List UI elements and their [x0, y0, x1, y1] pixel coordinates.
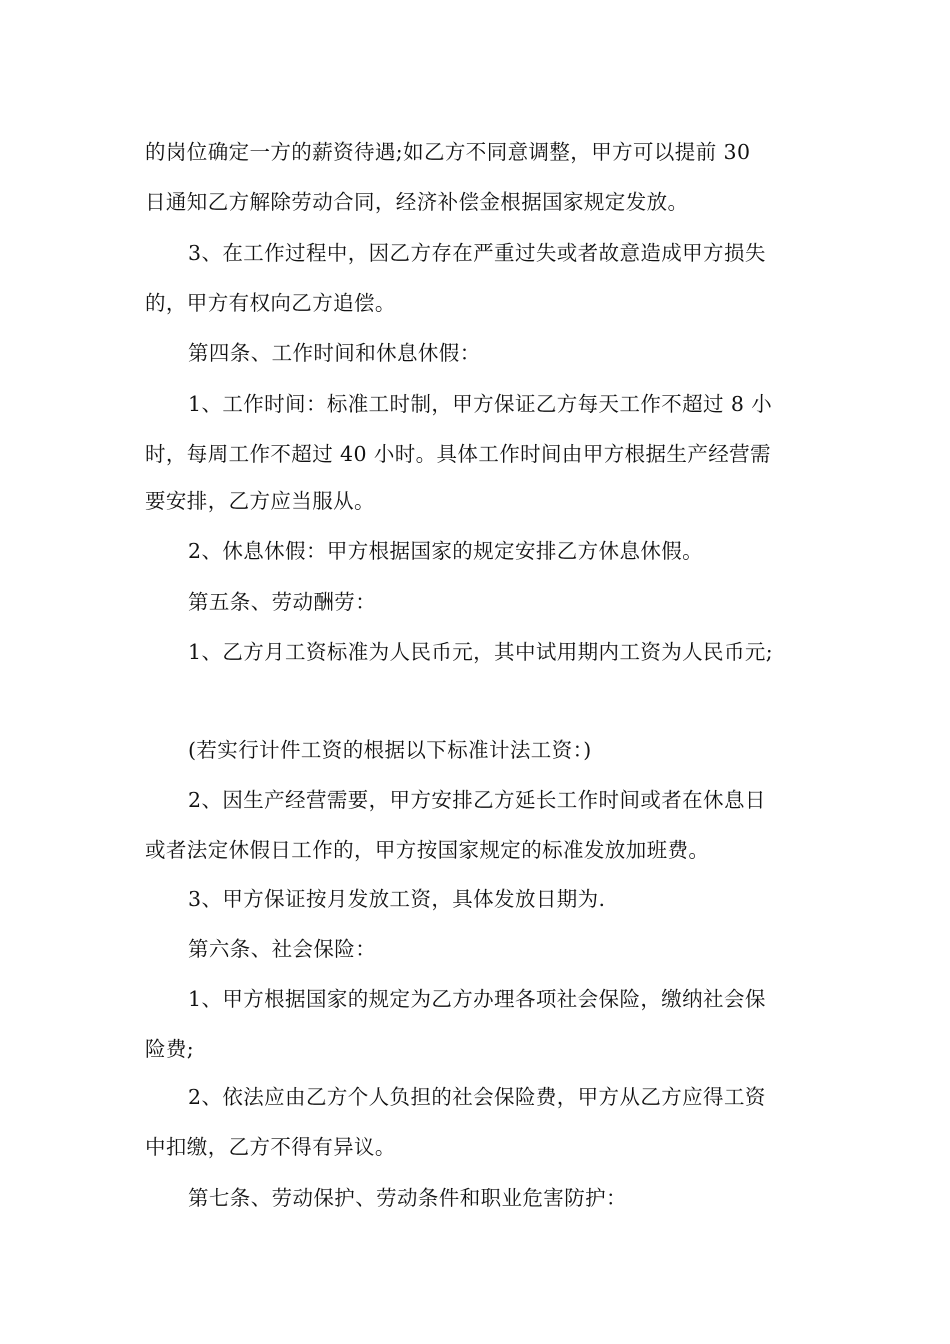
text-line: 3、甲方保证按月发放工资，具体发放日期为. — [188, 887, 606, 911]
text-line: 1、乙方月工资标准为人民币元，其中试用期内工资为人民币元; — [188, 640, 774, 664]
section-heading: 第七条、劳动保护、劳动条件和职业危害防护： — [188, 1186, 627, 1210]
text-line: 或者法定休假日工作的，甲方按国家规定的标准发放加班费。 — [145, 838, 710, 862]
text-line: 中扣缴，乙方不得有异议。 — [145, 1135, 396, 1159]
section-heading: 第四条、工作时间和休息休假： — [188, 341, 481, 365]
text-line: 1、甲方根据国家的规定为乙方办理各项社会保险，缴纳社会保 — [188, 987, 766, 1011]
text-line: 2、因生产经营需要，甲方安排乙方延长工作时间或者在休息日 — [188, 788, 766, 812]
text-line: 险费; — [145, 1037, 195, 1061]
section-heading: 第五条、劳动酬劳： — [188, 590, 377, 614]
text-line: 要安排，乙方应当服从。 — [145, 489, 375, 513]
text-line: 的，甲方有权向乙方追偿。 — [145, 291, 396, 315]
text-line: 1、工作时间：标准工时制，甲方保证乙方每天工作不超过 8 小 — [188, 392, 773, 416]
text-line: 2、休息休假：甲方根据国家的规定安排乙方休息休假。 — [188, 539, 704, 563]
text-line: 2、依法应由乙方个人负担的社会保险费，甲方从乙方应得工资 — [188, 1085, 766, 1109]
text-line: 时，每周工作不超过 40 小时。具体工作时间由甲方根据生产经营需 — [145, 442, 771, 466]
text-line: 的岗位确定一方的薪资待遇;如乙方不同意调整，甲方可以提前 30 — [145, 140, 751, 164]
section-heading: 第六条、社会保险： — [188, 937, 377, 961]
text-line: (若实行计件工资的根据以下标准计法工资：) — [188, 738, 592, 762]
text-line: 3、在工作过程中，因乙方存在严重过失或者故意造成甲方损失 — [188, 241, 766, 265]
text-line: 日通知乙方解除劳动合同，经济补偿金根据国家规定发放。 — [145, 190, 689, 214]
